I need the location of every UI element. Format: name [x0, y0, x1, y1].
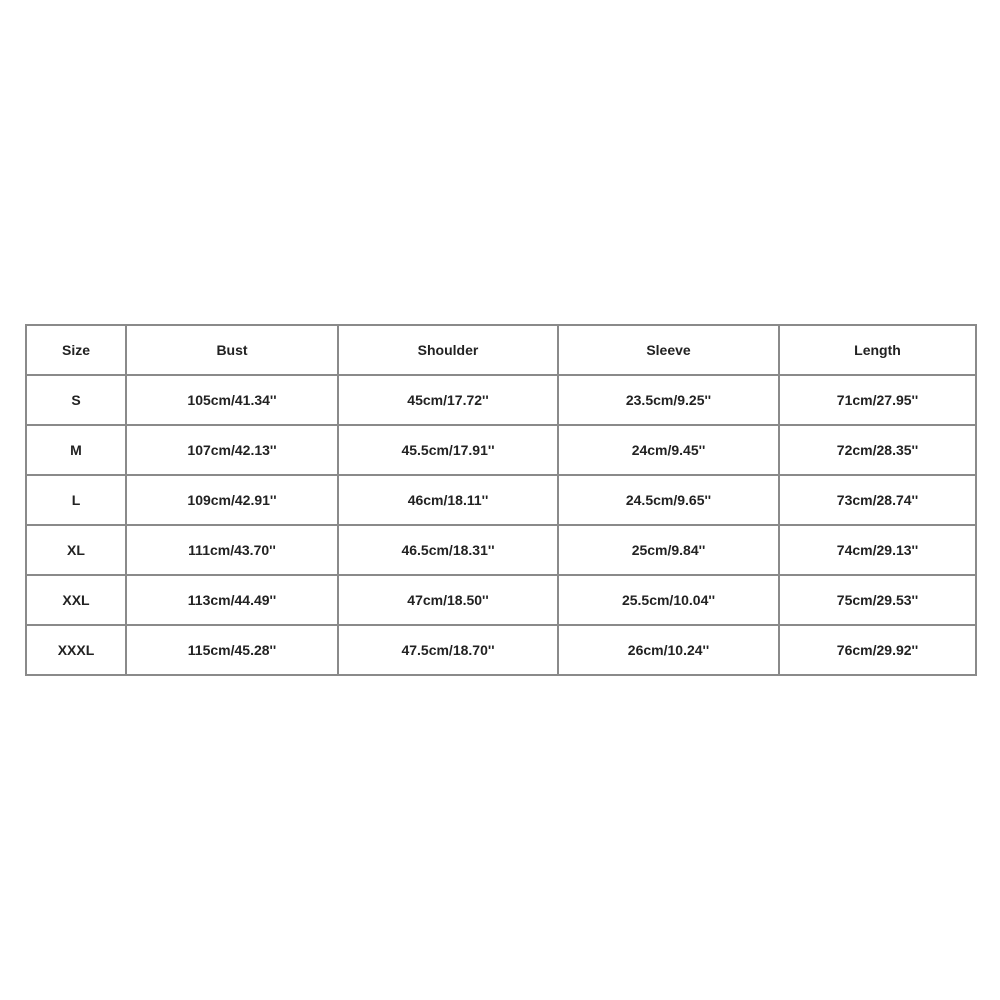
cell-length: 74cm/29.13'': [779, 525, 976, 575]
cell-bust: 107cm/42.13'': [126, 425, 338, 475]
cell-bust: 105cm/41.34'': [126, 375, 338, 425]
cell-shoulder: 46cm/18.11'': [338, 475, 558, 525]
cell-bust: 113cm/44.49'': [126, 575, 338, 625]
table-row: [26, 575, 976, 625]
table-row: [26, 375, 976, 425]
cell-bust: 115cm/45.28'': [126, 625, 338, 675]
cell-length: 72cm/28.35'': [779, 425, 976, 475]
table-row: [26, 525, 976, 575]
cell-length: 76cm/29.92'': [779, 625, 976, 675]
header-sleeve: Sleeve: [558, 325, 779, 375]
cell-size: M: [26, 425, 126, 475]
table-row: [26, 425, 976, 475]
cell-size: XL: [26, 525, 126, 575]
cell-sleeve: 24cm/9.45'': [558, 425, 779, 475]
cell-size: XXXL: [26, 625, 126, 675]
size-chart-table: [25, 324, 977, 676]
cell-length: 71cm/27.95'': [779, 375, 976, 425]
cell-sleeve: 25cm/9.84'': [558, 525, 779, 575]
cell-length: 73cm/28.74'': [779, 475, 976, 525]
cell-bust: 111cm/43.70'': [126, 525, 338, 575]
header-size: Size: [26, 325, 126, 375]
cell-size: S: [26, 375, 126, 425]
cell-sleeve: 26cm/10.24'': [558, 625, 779, 675]
header-length: Length: [779, 325, 976, 375]
cell-sleeve: 23.5cm/9.25'': [558, 375, 779, 425]
cell-shoulder: 45.5cm/17.91'': [338, 425, 558, 475]
table-header-row: [26, 325, 976, 375]
table-row: [26, 475, 976, 525]
table-row: [26, 625, 976, 675]
cell-shoulder: 46.5cm/18.31'': [338, 525, 558, 575]
cell-shoulder: 47.5cm/18.70'': [338, 625, 558, 675]
cell-shoulder: 47cm/18.50'': [338, 575, 558, 625]
cell-size: L: [26, 475, 126, 525]
cell-bust: 109cm/42.91'': [126, 475, 338, 525]
header-bust: Bust: [126, 325, 338, 375]
cell-length: 75cm/29.53'': [779, 575, 976, 625]
cell-sleeve: 24.5cm/9.65'': [558, 475, 779, 525]
cell-shoulder: 45cm/17.72'': [338, 375, 558, 425]
cell-size: XXL: [26, 575, 126, 625]
header-shoulder: Shoulder: [338, 325, 558, 375]
cell-sleeve: 25.5cm/10.04'': [558, 575, 779, 625]
